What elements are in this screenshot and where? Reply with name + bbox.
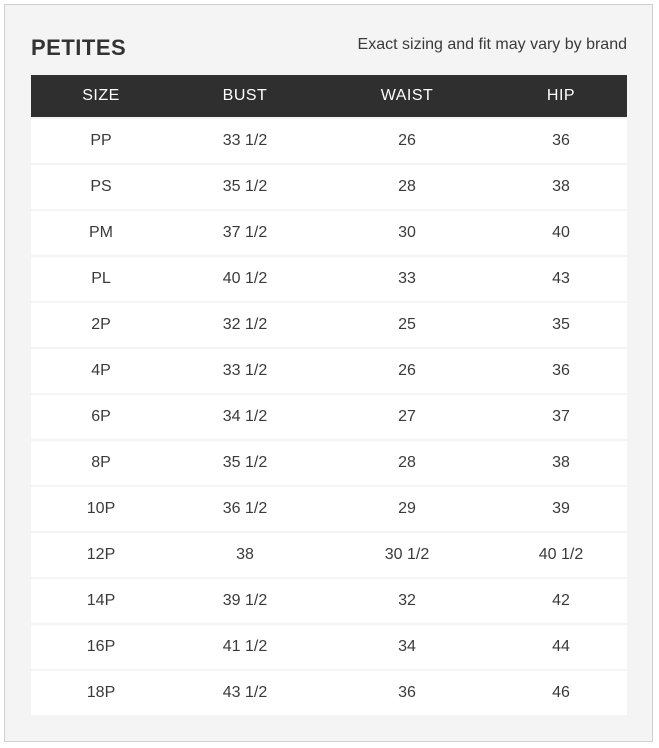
table-row xyxy=(31,349,627,393)
cell-hip: 44 xyxy=(495,625,627,669)
cell-size: 18P xyxy=(31,671,171,715)
cell-waist: 28 xyxy=(319,441,495,485)
size-chart-panel xyxy=(4,4,653,742)
cell-bust: 35 1/2 xyxy=(171,441,319,485)
cell-bust: 41 1/2 xyxy=(171,625,319,669)
cell-waist: 33 xyxy=(319,257,495,301)
cell-bust: 37 1/2 xyxy=(171,211,319,255)
table-row xyxy=(31,119,627,163)
cell-bust: 40 1/2 xyxy=(171,257,319,301)
cell-bust: 39 1/2 xyxy=(171,579,319,623)
cell-hip: 38 xyxy=(495,441,627,485)
column-header-hip: HIP xyxy=(495,75,627,117)
chart-header xyxy=(31,29,627,65)
cell-size: PM xyxy=(31,211,171,255)
table-header xyxy=(31,75,627,117)
cell-size: 2P xyxy=(31,303,171,347)
cell-waist: 26 xyxy=(319,349,495,393)
chart-title: PETITES xyxy=(31,35,127,60)
header-row xyxy=(31,75,627,117)
table-row xyxy=(31,671,627,715)
cell-hip: 46 xyxy=(495,671,627,715)
cell-bust: 33 1/2 xyxy=(171,349,319,393)
table-row xyxy=(31,303,627,347)
table-row xyxy=(31,257,627,301)
cell-waist: 30 xyxy=(319,211,495,255)
cell-size: 10P xyxy=(31,487,171,531)
cell-hip: 38 xyxy=(495,165,627,209)
cell-hip: 36 xyxy=(495,119,627,163)
cell-waist: 25 xyxy=(319,303,495,347)
column-header-size: SIZE xyxy=(31,75,171,117)
cell-bust: 43 1/2 xyxy=(171,671,319,715)
table-row xyxy=(31,211,627,255)
cell-waist: 34 xyxy=(319,625,495,669)
cell-hip: 42 xyxy=(495,579,627,623)
cell-hip: 40 xyxy=(495,211,627,255)
cell-bust: 33 1/2 xyxy=(171,119,319,163)
cell-bust: 36 1/2 xyxy=(171,487,319,531)
column-header-bust: BUST xyxy=(171,75,319,117)
cell-waist: 29 xyxy=(319,487,495,531)
sizing-note: Exact sizing and fit may vary by brand xyxy=(357,36,627,53)
cell-size: 14P xyxy=(31,579,171,623)
table-row xyxy=(31,165,627,209)
cell-hip: 40 1/2 xyxy=(495,533,627,577)
cell-hip: 35 xyxy=(495,303,627,347)
cell-waist: 32 xyxy=(319,579,495,623)
table-row xyxy=(31,625,627,669)
cell-waist: 28 xyxy=(319,165,495,209)
table-row xyxy=(31,533,627,577)
cell-waist: 30 1/2 xyxy=(319,533,495,577)
cell-hip: 43 xyxy=(495,257,627,301)
cell-size: PS xyxy=(31,165,171,209)
cell-size: 6P xyxy=(31,395,171,439)
cell-size: PL xyxy=(31,257,171,301)
size-table xyxy=(31,73,627,717)
cell-bust: 38 xyxy=(171,533,319,577)
cell-waist: 36 xyxy=(319,671,495,715)
cell-size: 12P xyxy=(31,533,171,577)
cell-size: PP xyxy=(31,119,171,163)
cell-hip: 36 xyxy=(495,349,627,393)
table-body xyxy=(31,119,627,715)
table-row xyxy=(31,441,627,485)
cell-size: 8P xyxy=(31,441,171,485)
cell-size: 4P xyxy=(31,349,171,393)
cell-size: 16P xyxy=(31,625,171,669)
cell-bust: 34 1/2 xyxy=(171,395,319,439)
column-header-waist: WAIST xyxy=(319,75,495,117)
cell-waist: 27 xyxy=(319,395,495,439)
cell-bust: 32 1/2 xyxy=(171,303,319,347)
table-row xyxy=(31,487,627,531)
table-row xyxy=(31,579,627,623)
table-row xyxy=(31,395,627,439)
cell-hip: 37 xyxy=(495,395,627,439)
cell-waist: 26 xyxy=(319,119,495,163)
cell-bust: 35 1/2 xyxy=(171,165,319,209)
cell-hip: 39 xyxy=(495,487,627,531)
